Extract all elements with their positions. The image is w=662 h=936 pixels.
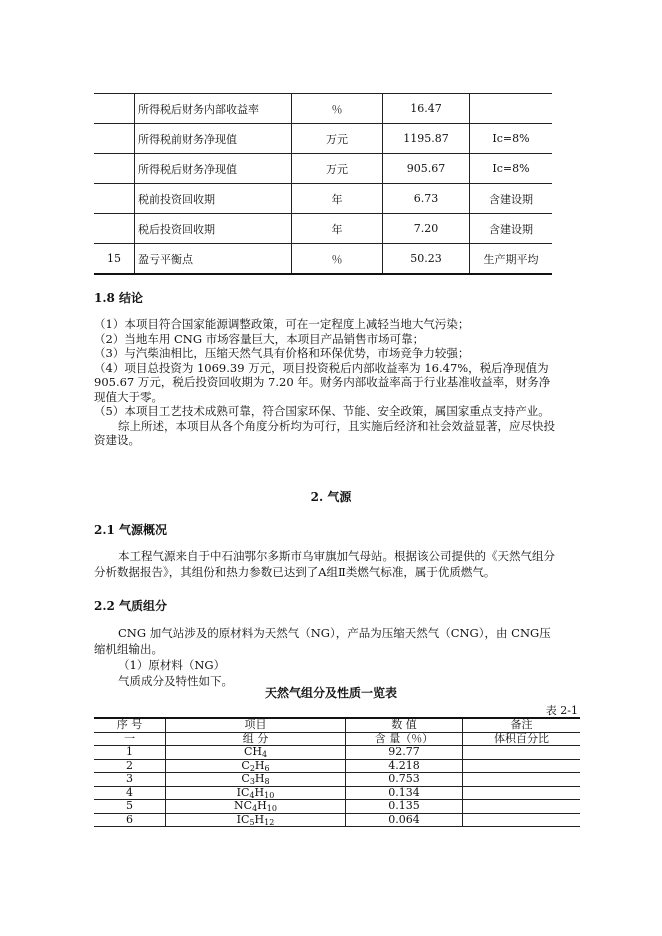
gas-source-paragraph: 本工程气源来自于中石油鄂尔多斯市乌审旗加气母站。根据该公司提供的《天然气组分分析数据报告》，其组份和热力参数已达到了A组Ⅱ类燃气标准，属于优质燃气。 bbox=[94, 549, 555, 579]
conclusion-summary: 综上所述，本项目从各个角度分析均为可行，且实施后经济和社会效益显著，应尽快投资建设。 bbox=[94, 418, 555, 447]
indicator-note: 生产期平均 bbox=[470, 244, 553, 275]
indicator-unit: ％ bbox=[292, 244, 383, 275]
gas-source-text bbox=[94, 548, 560, 580]
header-item: 项目 bbox=[166, 718, 346, 732]
component-note bbox=[463, 800, 581, 814]
row-number bbox=[94, 154, 135, 184]
component-formula: $CH_4$ bbox=[166, 746, 346, 760]
gas-composition-text bbox=[94, 625, 560, 689]
component-formula: $C_3H_8$ bbox=[166, 773, 346, 787]
component-note bbox=[463, 786, 581, 800]
chapter-title: 2. 气源 bbox=[310, 490, 352, 504]
raw-material-item: （1）原材料（NG） bbox=[118, 658, 226, 672]
row-number: 6 bbox=[94, 813, 166, 827]
row-number bbox=[94, 94, 135, 124]
table-row bbox=[94, 124, 552, 154]
section-heading-gas-source: 2.1 气源概况 bbox=[94, 523, 168, 537]
indicator-name: 所得税后财务内部收益率 bbox=[135, 94, 292, 124]
header-value: 数 值 bbox=[346, 718, 463, 732]
component-formula: $NC_4H_{10}$ bbox=[166, 800, 346, 814]
table-row bbox=[94, 746, 580, 760]
indicator-unit: 年 bbox=[292, 184, 383, 214]
raw-material-text: 气质成分及特性如下。 bbox=[118, 674, 233, 688]
indicator-unit: 万元 bbox=[292, 154, 383, 184]
component-value: 0.134 bbox=[346, 786, 463, 800]
row-number: 3 bbox=[94, 773, 166, 787]
subheader-note: 体积百分比 bbox=[463, 732, 581, 746]
indicator-value: 7.20 bbox=[383, 214, 470, 244]
row-number: 5 bbox=[94, 800, 166, 814]
component-value: 4.218 bbox=[346, 759, 463, 773]
component-note bbox=[463, 759, 581, 773]
table-row bbox=[94, 800, 580, 814]
indicator-name: 盈亏平衡点 bbox=[135, 244, 292, 275]
row-number bbox=[94, 214, 135, 244]
component-value: 0.135 bbox=[346, 800, 463, 814]
row-number: 4 bbox=[94, 786, 166, 800]
table-number: 表 2-1 bbox=[545, 704, 578, 717]
indicator-note: Ic=8% bbox=[470, 154, 553, 184]
component-formula: $IC_5H_{12}$ bbox=[166, 813, 346, 827]
component-note bbox=[463, 746, 581, 760]
table-row bbox=[94, 773, 580, 787]
section-heading-conclusion: 1.8 结论 bbox=[94, 291, 144, 305]
conclusion-text bbox=[94, 317, 560, 448]
conclusion-item: （2）当地车用 CNG 市场容量巨大，本项目产品销售市场可靠； bbox=[94, 331, 425, 346]
table-row bbox=[94, 759, 580, 773]
header-note: 备注 bbox=[463, 718, 581, 732]
component-value: 92.77 bbox=[346, 746, 463, 760]
indicator-note: 含建设期 bbox=[470, 184, 553, 214]
indicator-value: 50.23 bbox=[383, 244, 470, 275]
table-row bbox=[94, 813, 580, 827]
subheader-value: 含 量（％） bbox=[346, 732, 463, 746]
header-no: 序 号 bbox=[94, 718, 166, 732]
indicator-note: Ic=8% bbox=[470, 124, 553, 154]
indicator-value: 1195.87 bbox=[383, 124, 470, 154]
table-row bbox=[94, 184, 552, 214]
row-number bbox=[94, 184, 135, 214]
indicator-unit: ％ bbox=[292, 94, 383, 124]
conclusion-item: （5）本项目工艺技术成熟可靠，符合国家环保、节能、安全政策，属国家重点支持产业。 bbox=[94, 404, 550, 418]
row-number: 15 bbox=[94, 244, 135, 275]
table-row bbox=[94, 244, 552, 275]
indicator-note: 含建设期 bbox=[470, 214, 553, 244]
conclusion-item: （1）本项目符合国家能源调整政策，可在一定程度上减轻当地大气污染； bbox=[94, 317, 470, 331]
table-row bbox=[94, 786, 580, 800]
subheader-no: 一 bbox=[94, 732, 166, 746]
component-formula: $IC_4H_{10}$ bbox=[166, 786, 346, 800]
gas-table-title: 天然气组分及性质一览表 bbox=[264, 686, 397, 700]
subheader-item: 组 分 bbox=[166, 732, 346, 746]
indicator-note bbox=[470, 94, 553, 124]
indicator-unit: 年 bbox=[292, 214, 383, 244]
table-subheader-row bbox=[94, 732, 580, 746]
indicator-value: 905.67 bbox=[383, 154, 470, 184]
indicator-name: 所得税后财务净现值 bbox=[135, 154, 292, 184]
row-number bbox=[94, 124, 135, 154]
conclusion-item: （3）与汽柴油相比，压缩天然气具有价格和环保优势，市场竞争力较强； bbox=[94, 346, 470, 360]
gas-composition-paragraph: CNG 加气站涉及的原材料为天然气（NG），产品为压缩天然气（CNG），由 CNG压缩机组输出。 bbox=[94, 626, 551, 656]
section-heading-gas-composition: 2.2 气质组分 bbox=[94, 599, 168, 613]
gas-composition-table bbox=[94, 717, 580, 827]
indicator-name: 税前投资回收期 bbox=[135, 184, 292, 214]
indicator-name: 税后投资回收期 bbox=[135, 214, 292, 244]
component-note bbox=[463, 773, 581, 787]
table-header-row bbox=[94, 718, 580, 732]
table-row bbox=[94, 214, 552, 244]
indicator-name: 所得税前财务净现值 bbox=[135, 124, 292, 154]
row-number: 2 bbox=[94, 759, 166, 773]
table-row bbox=[94, 94, 552, 124]
conclusion-item: （4）项目总投资为 1069.39 万元，项目投资税后内部收益率为 16.47%，税后净现值为 905.67 万元，税后投资回收期为 7.20 年。财务内部收益率高于行业基准收益率，财务净现值大于零。 bbox=[94, 360, 551, 404]
component-value: 0.753 bbox=[346, 773, 463, 787]
indicator-value: 16.47 bbox=[383, 94, 470, 124]
row-number: 1 bbox=[94, 746, 166, 760]
component-formula: $C_2H_6$ bbox=[166, 759, 346, 773]
table-row bbox=[94, 154, 552, 184]
component-note bbox=[463, 813, 581, 827]
indicator-unit: 万元 bbox=[292, 124, 383, 154]
indicator-value: 6.73 bbox=[383, 184, 470, 214]
economic-indicators-table bbox=[94, 93, 552, 275]
component-value: 0.064 bbox=[346, 813, 463, 827]
